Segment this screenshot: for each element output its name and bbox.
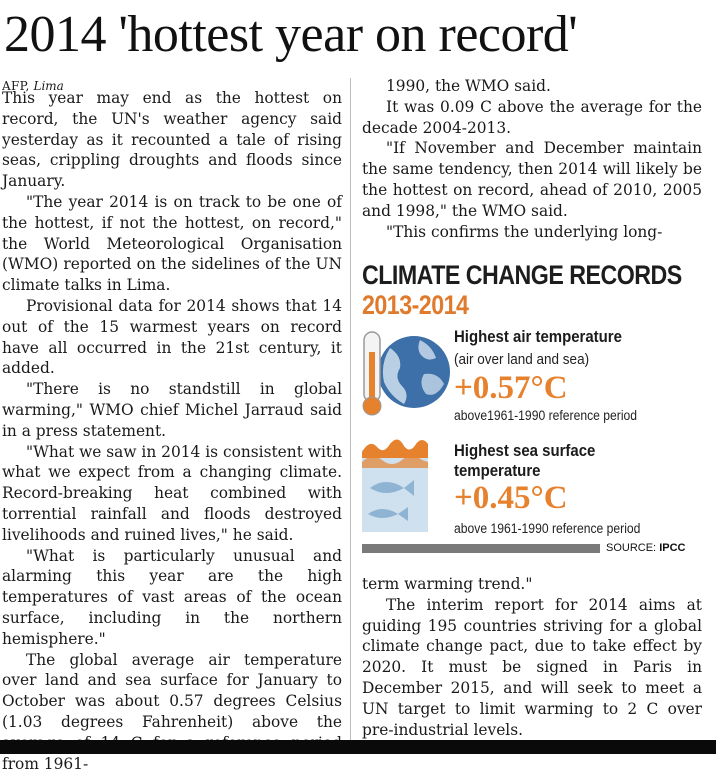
- paragraph: Provisional data for 2014 shows that 14 out of the 15 warmest years on record have all occurred in the 21st century, it added.: [2, 296, 342, 378]
- paragraph: term warming trend.": [362, 575, 533, 593]
- climate-records-infobox: [358, 256, 706, 556]
- air-temp-value: +0.57°C: [454, 370, 568, 406]
- bottom-edge-bar: [0, 740, 716, 754]
- air-temp-sub: (air over land and sea): [454, 351, 590, 368]
- column-divider: [350, 78, 351, 754]
- paragraph: "What we saw in 2014 is consistent with what we expect from a changing climate. Record-breaking heat combined with torrential rainfall and floods destroyed livelihoods and ruined lives," he said.: [2, 442, 342, 544]
- infobox-years: 2013-2014: [362, 290, 469, 320]
- paragraph: "There is no standstill in global warming," WMO chief Michel Jarraud said in a press statement.: [2, 380, 342, 440]
- sea-temp-label-line2: temperature: [454, 461, 541, 480]
- thermometer-globe-icon: [360, 328, 452, 418]
- article-column-right-bottom: [362, 574, 702, 740]
- sea-temp-label-line1: Highest sea surface: [454, 441, 596, 460]
- paragraph: This year may end as the hottest on record, the UN's weather agency said yesterday as it recounted a tale of rising seas, crippling droughts and floods since January.: [2, 89, 342, 191]
- headline: 2014 'hottest year on record': [4, 6, 578, 63]
- source-name: IPCC: [659, 542, 686, 554]
- paragraph: The global average air temperature over land and sea surface for January to October was about 0.57 degrees Celsius (1.03 degrees Fahrenheit) above the from 1961-: [2, 650, 342, 773]
- infobox-title: CLIMATE CHANGE RECORDS: [362, 260, 682, 290]
- sea-temp-ref: above 1961-1990 reference period: [454, 521, 641, 536]
- paragraph: It was 0.09 C above the average for the decade 2004-2013.: [362, 97, 702, 137]
- paragraph: "What is particularly unusual and alarming this year are the high temperatures of vast areas of the ocean surface, including in the northern hemisphere.": [2, 546, 342, 648]
- air-temp-ref: above1961-1990 reference period: [454, 408, 638, 423]
- source-bar: [362, 544, 600, 553]
- byline-agency: AFP,: [2, 79, 30, 93]
- article-column-left: [2, 88, 342, 774]
- paragraph: "If November and December maintain the same tendency, then 2014 will likely be the hottest on record, ahead of 2010, 2005 and 1998," the WMO said.: [362, 139, 702, 220]
- waves-fish-icon: [360, 436, 432, 532]
- article-column-right-top: [362, 76, 702, 242]
- paragraph: "This confirms the underlying long-: [386, 222, 663, 241]
- source-credit: [606, 541, 685, 555]
- source-prefix: SOURCE:: [606, 542, 657, 554]
- air-temp-label: Highest air temperature: [454, 327, 622, 346]
- byline-city: Lima: [33, 79, 64, 93]
- paragraph: The interim report for 2014 aims at guiding 195 countries striving for a global climate change pact, due to take effect by 2020. It must be signed in Paris in December 2015, and will seek to meet a UN target to limit warming to 2 C over pre-industrial levels.: [362, 595, 702, 739]
- sea-temp-value: +0.45°C: [454, 480, 568, 516]
- paragraph: 1990, the WMO said.: [386, 77, 551, 95]
- paragraph: "The year 2014 is on track to be one of the hottest, if not the hottest, on record," the World Meteorological Organisation (WMO) reported on the sidelines of the UN climate talks in Lima.: [2, 192, 342, 295]
